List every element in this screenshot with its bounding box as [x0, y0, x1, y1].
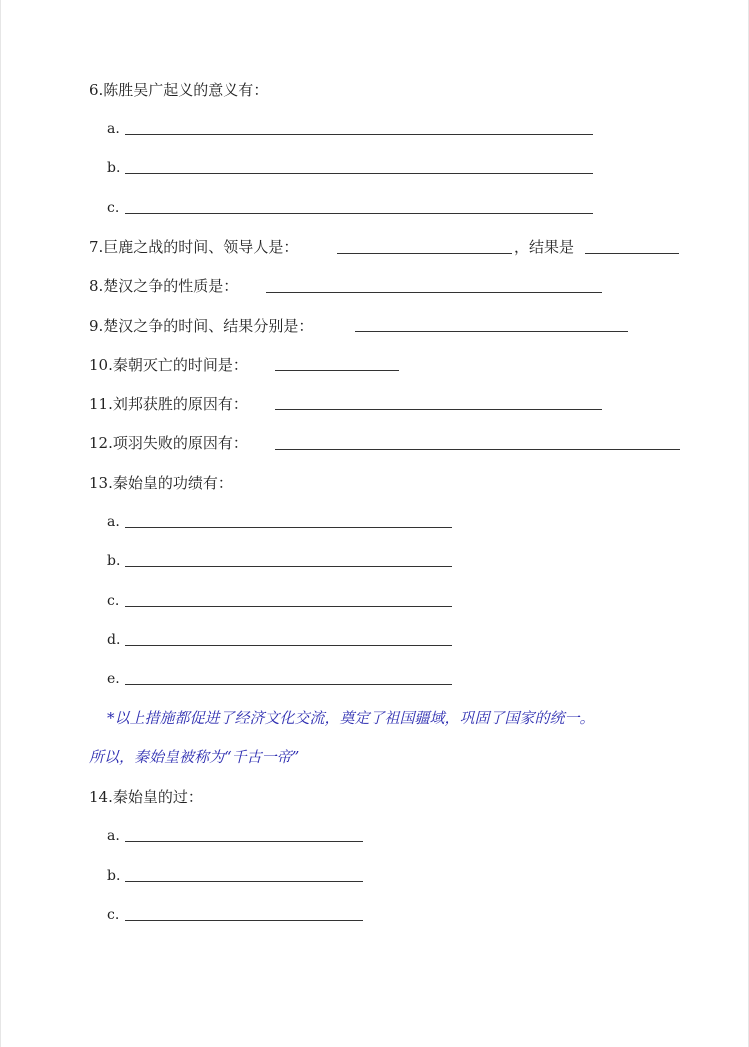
q13-item-d-blank[interactable] — [125, 645, 452, 646]
q10-blank[interactable] — [275, 370, 399, 371]
q13-item-a-label: a. — [107, 514, 120, 530]
q6-item-b-blank[interactable] — [125, 173, 593, 174]
question-7: 7.巨鹿之战的时间、领导人是： — [89, 238, 299, 256]
q9-blank[interactable] — [355, 331, 628, 332]
q7-blank-time-leader[interactable] — [337, 253, 512, 254]
question-7-result-label: ，结果是 — [514, 238, 575, 256]
q14-item-b-blank[interactable] — [125, 881, 363, 882]
q13-item-d-label: d. — [107, 632, 121, 648]
question-14: 14.秦始皇的过： — [89, 788, 203, 806]
question-13: 13.秦始皇的功绩有： — [89, 474, 233, 492]
question-10: 10.秦朝灭亡的时间是： — [89, 356, 248, 374]
q8-blank[interactable] — [266, 292, 602, 293]
note-line-2: 所以，秦始皇被称为“千古一帝” — [89, 748, 300, 766]
question-6: 6.陈胜吴广起义的意义有： — [89, 81, 269, 99]
q6-item-c-blank[interactable] — [125, 213, 593, 214]
q7-blank-result[interactable] — [585, 253, 679, 254]
q13-item-c-blank[interactable] — [125, 606, 452, 607]
q12-blank[interactable] — [275, 449, 680, 450]
q14-item-b-label: b. — [107, 868, 121, 884]
q13-item-e-label: e. — [107, 671, 120, 687]
q11-blank[interactable] — [275, 409, 602, 410]
q14-item-c-blank[interactable] — [125, 920, 363, 921]
q13-item-b-blank[interactable] — [125, 566, 452, 567]
q13-item-b-label: b. — [107, 553, 121, 569]
q13-item-e-blank[interactable] — [125, 684, 452, 685]
q6-item-b-label: b. — [107, 160, 121, 176]
q14-item-a-label: a. — [107, 828, 120, 844]
question-9: 9.楚汉之争的时间、结果分别是： — [89, 317, 314, 335]
q13-item-c-label: c. — [107, 593, 120, 609]
question-12: 12.项羽失败的原因有： — [89, 434, 248, 452]
question-11: 11.刘邦获胜的原因有： — [89, 395, 248, 413]
q6-item-c-label: c. — [107, 200, 120, 216]
q6-item-a-label: a. — [107, 121, 120, 137]
q6-item-a-blank[interactable] — [125, 134, 593, 135]
q13-item-a-blank[interactable] — [125, 527, 452, 528]
note-line-1: *以上措施都促进了经济文化交流，奠定了祖国疆域，巩固了国家的统一。 — [107, 709, 595, 727]
question-8: 8.楚汉之争的性质是： — [89, 277, 239, 295]
q14-item-c-label: c. — [107, 907, 120, 923]
q14-item-a-blank[interactable] — [125, 841, 363, 842]
